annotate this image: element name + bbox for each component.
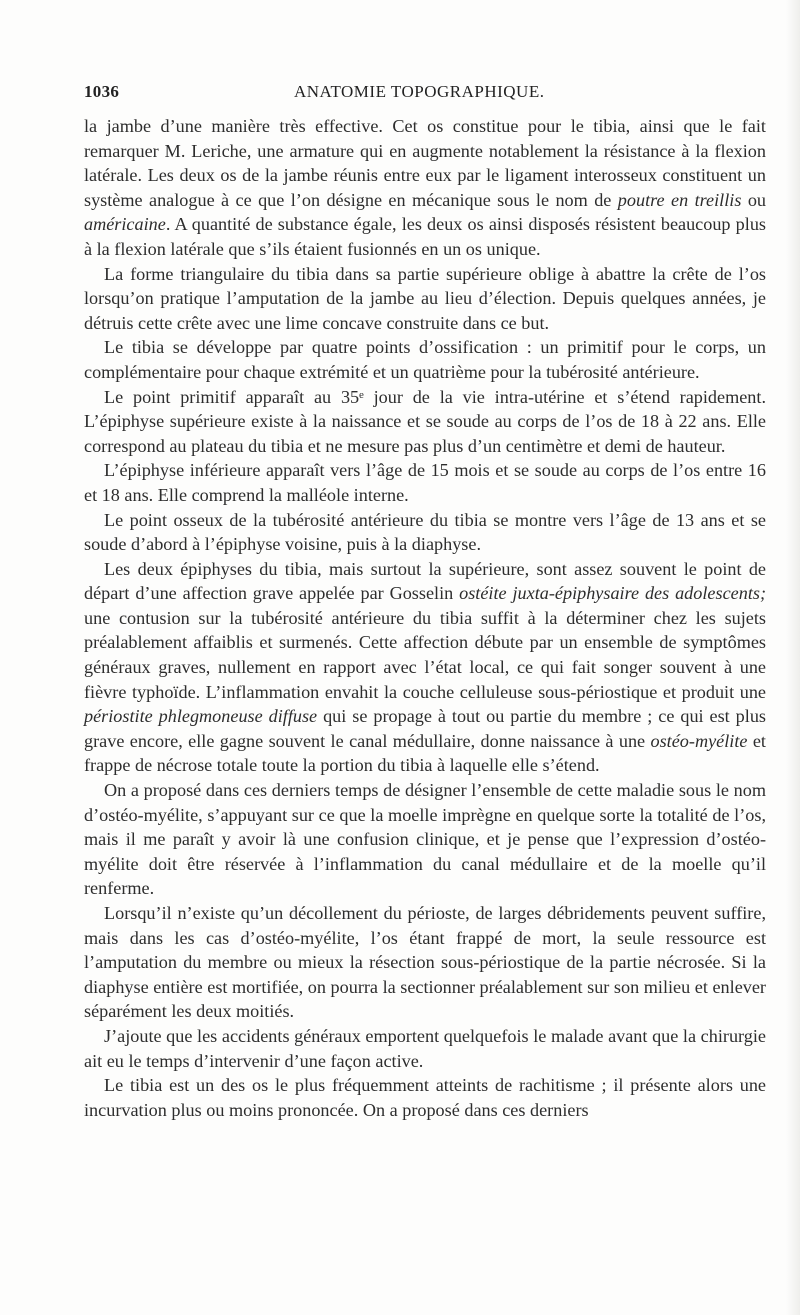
italic-term: ostéo-myélite (650, 730, 748, 751)
italic-term: périostite phlegmoneuse diffuse (84, 706, 318, 727)
text-run: qui se propage à tout ou partie du membre ; ce qui est plus grave encore, elle gagne souvent le canal médullaire, donne naissance à une (84, 706, 766, 751)
paragraph (84, 1073, 766, 1122)
italic-term: ostéite juxta-épiphysaire des adolescents; (459, 583, 767, 604)
italic-term: poutre en treillis (617, 189, 742, 210)
paragraph (84, 1024, 766, 1073)
text-run: Lorsqu’il n’existe qu’un décollement du périoste, de larges débridements peuvent suffire, mais dans les cas d’ostéo-myélite, l’os étant frappé de mort, la seule ressource est l’amputation du membre ou mieux la résection sous-périostique de la partie nécrosée. Si la diaphyse entière est mortifiée, on pourra la sectionner préalablement sur son milieu et enlever séparément les deux moitiés. (84, 903, 766, 1022)
paragraph (84, 262, 766, 336)
text-run: L’épiphyse inférieure apparaît vers l’âge de 15 mois et se soude au corps de l’os entre 16 et 18 ans. Elle comprend la malléole interne. (84, 460, 766, 505)
paragraph (84, 508, 766, 557)
text-run: et frappe de nécrose totale toute la portion du tibia à laquelle elle s’étend. (84, 730, 766, 776)
text-run: Les deux épiphyses du tibia, mais surtout la supérieure, sont assez souvent le point de départ d’une affection grave appelée par Gosselin (84, 558, 766, 604)
running-head (84, 82, 764, 110)
text-run: Le tibia est un des os le plus fréquemment atteints de rachitisme ; il présente alors une incurvation plus ou moins prononcée. On a proposé dans ces derniers (84, 1075, 766, 1120)
paragraph (84, 335, 766, 384)
text-run: Le point osseux de la tubérosité antérieure du tibia se montre vers l’âge de 13 ans et se soude d’abord à l’épiphyse voisine, puis à la diaphyse. (84, 509, 766, 555)
text-run: Le point primitif apparaît au 35ᵉ jour de la vie intra-utérine et s’étend rapidement. L’épiphyse supérieure existe à la naissance et se soude au corps de l’os de 18 à 22 ans. Elle correspond au plateau du tibia et ne mesure pas plus d’un centimètre et demi de hauteur. (84, 386, 766, 456)
body-text (84, 114, 766, 1122)
page-number: 1036 (84, 82, 120, 101)
text-run: La forme triangulaire du tibia dans sa partie supérieure oblige à abattre la crête de l’os lorsqu’on pratique l’amputation de la jambe au lieu d’élection. Depuis quelques années, je détruis cette crête avec une lime concave construite dans ce but. (84, 263, 766, 333)
text-run: . A quantité de substance égale, les deux os ainsi disposés résistent beaucoup plus à la flexion latérale que s’ils étaient fusionnés en un os unique. (84, 214, 766, 259)
paragraph (84, 114, 766, 262)
page-edge-shadow (786, 0, 800, 1315)
text-run: une contusion sur la tubérosité antérieure du tibia suffit à la déterminer chez les sujets préalablement affaiblis et surmenés. Cette affection débute par un ensemble de symptômes généraux graves, nullement en rapport avec l’état local, ce qui fait songer souvent à une fièvre typhoïde. L’inflammation envahit la couche celluleuse sous-périostique et produit une (84, 607, 766, 702)
running-title: ANATOMIE TOPOGRAPHIQUE. (294, 82, 545, 101)
paragraph (84, 901, 766, 1024)
italic-term: américaine (84, 214, 166, 235)
paragraph (84, 458, 766, 507)
paragraph (84, 385, 766, 459)
text-run: Le tibia se développe par quatre points d’ossification : un primitif pour le corps, un complémentaire pour chaque extrémité et un quatrième pour la tubérosité antérieure. (84, 337, 766, 382)
text-run: ou (741, 189, 767, 210)
paragraph (84, 557, 766, 778)
text-run: On a proposé dans ces derniers temps de désigner l’ensemble de cette maladie sous le nom d’ostéo-myélite, s’appuyant sur ce que la moelle imprègne en quelque sorte la totalité de l’os, mais il me paraît y avoir là une confusion clinique, et je pense que l’expression d’ostéo-myélite doit être réservée à l’inflammation du canal médullaire et de la moelle qu’il renferme. (84, 780, 766, 899)
paragraph (84, 778, 766, 901)
text-run: la jambe d’une manière très effective. Cet os constitue pour le tibia, ainsi que le fait remarquer M. Leriche, une armature qui en augmente notablement la résistance à la flexion latérale. Les deux os de la jambe réunis entre eux par le ligament interosseux constituent un système analogue à ce que l’on désigne en mécanique sous le nom de (84, 116, 766, 210)
text-run: J’ajoute que les accidents généraux emportent quelquefois le malade avant que la chirurgie ait eu le temps d’intervenir d’une façon active. (84, 1025, 766, 1071)
